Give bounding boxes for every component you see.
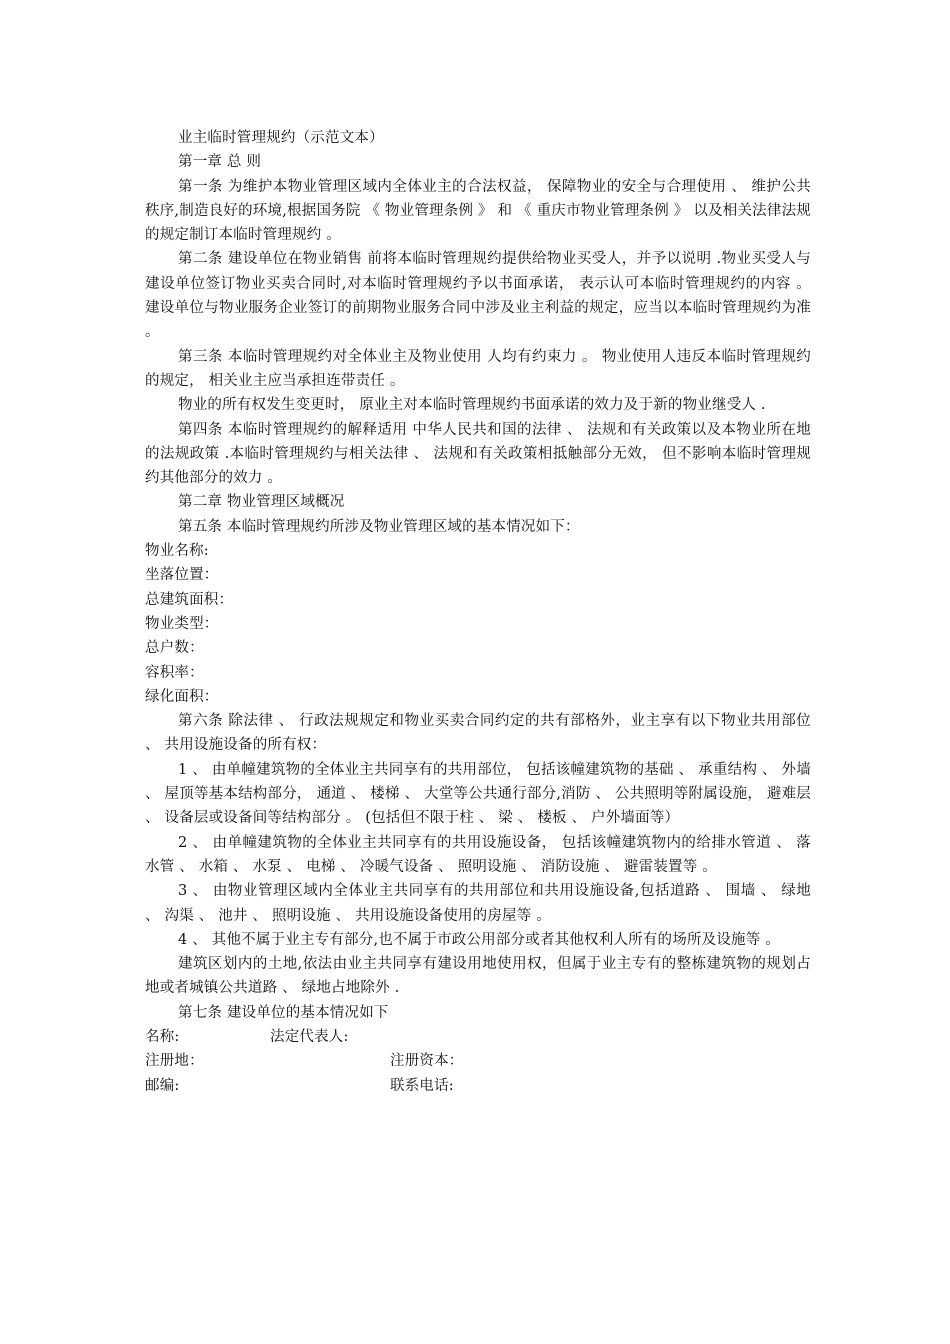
article-paragraph: 第七条 建设单位的基本情况如下 <box>178 1004 389 1021</box>
field-label: 总户数： <box>145 640 204 657</box>
article-paragraph: 第六条 除法律 、 行政法规规定和物业买卖合同约定的共有部格外，业主享有以下物业共用部位 、 共用设施设备的所有权： <box>145 713 811 754</box>
legal-rep-label: 法定代表人: <box>270 1028 349 1045</box>
list-item: 1 、 由单幢建筑物的全体业主共同享有的共用部位， 包括该幢建筑物的基础 、 承重结构 、 外墙 、 屋顶等基本结构部分， 通道 、 楼梯 、 大堂等公共通行部分,消防 、 公共照明等附属设施， 避难层 、 设备层或设备间等结构部分 。 (包括但不限于柱 、 梁 、 楼板 、 户外墙面等） <box>145 761 811 827</box>
field-label: 总建筑面积： <box>145 591 234 608</box>
field-label: 物业名称: <box>145 543 209 560</box>
developer-row <box>145 1049 811 1073</box>
phone-label: 联系电话: <box>390 1077 454 1094</box>
article-paragraph: 建筑区划内的土地,依法由业主共同享有建设用地使用权，但属于业主专有的整栋建筑物的规划占地或者城镇公共道路 、 绿地占地除外 . <box>145 956 811 997</box>
article-paragraph: 第四条 本临时管理规约的解释适用 中华人民共和国的法律 、 法规和有关政策以及本物业所在地的法规政策 .本临时管理规约与相关法律 、 法规和有关政策相抵触部分无效， 但不影响本临时管理规约其他部分的效力 。 <box>145 421 811 487</box>
registered-capital-label: 注册资本： <box>390 1053 464 1070</box>
document-body <box>145 126 811 1098</box>
field-label: 容积率： <box>145 664 204 681</box>
article-paragraph: 第一条 为维护本物业管理区域内全体业主的合法权益， 保障物业的安全与合理使用 、 维护公共秩序,制造良好的环境,根据国务院 《 物业管理条例 》 和 《 重庆市物业管理条例 》 以及相关法律法规的规定制订本临时管理规约 。 <box>145 178 811 244</box>
list-item: 3 、 由物业管理区域内全体业主共同享有的共用部位和共用设施设备,包括道路 、 围墙 、 绿地 、 沟渠 、 池井 、 照明设施 、 共用设施设备使用的房屋等 。 <box>145 883 811 924</box>
field-label: 坐落位置： <box>145 567 219 584</box>
field-label: 物业类型： <box>145 615 219 632</box>
postcode-label: 邮编: <box>145 1077 180 1094</box>
developer-name-label: 名称: <box>145 1028 180 1045</box>
registered-address-label: 注册地： <box>145 1053 204 1070</box>
article-paragraph: 第二条 建设单位在物业销售 前将本临时管理规约提供给物业买受人，并予以说明 .物业买受人与建设单位签订物业买卖合同时,对本临时管理规约予以书面承诺， 表示认可本临时管理规约的内容 。 建设单位与物业服务企业签订的前期物业服务合同中涉及业主利益的规定，应当以本临时管理规约为准 。 <box>145 251 811 341</box>
chapter-heading: 第二章 物业管理区域概况 <box>178 494 345 511</box>
list-item: 4 、 其他不属于业主专有部分,也不属于市政公用部分或者其他权利人所有的场所及设施等 。 <box>178 931 780 948</box>
developer-row <box>145 1025 811 1049</box>
article-paragraph: 第三条 本临时管理规约对全体业主及物业使用 人均有约束力 。 物业使用人违反本临时管理规约的规定， 相关业主应当承担连带责任 。 <box>145 348 811 389</box>
list-item: 2 、 由单幢建筑物的全体业主共同享有的共用设施设备， 包括该幢建筑物内的给排水管道 、 落水管 、 水箱 、 水泵 、 电梯 、 冷暖气设备 、 照明设施 、 消防设施 、 避雷装置等 。 <box>145 834 811 875</box>
document-title: 业主临时管理规约（示范文本） <box>178 130 384 146</box>
developer-row <box>145 1074 811 1098</box>
chapter-heading: 第一章 总 则 <box>178 154 262 171</box>
article-paragraph: 物业的所有权发生变更时， 原业主对本临时管理规约书面承诺的效力及于新的物业继受人 . <box>178 397 766 414</box>
field-label: 绿化面积： <box>145 688 219 705</box>
article-paragraph: 第五条 本临时管理规约所涉及物业管理区域的基本情况如下： <box>178 518 580 535</box>
